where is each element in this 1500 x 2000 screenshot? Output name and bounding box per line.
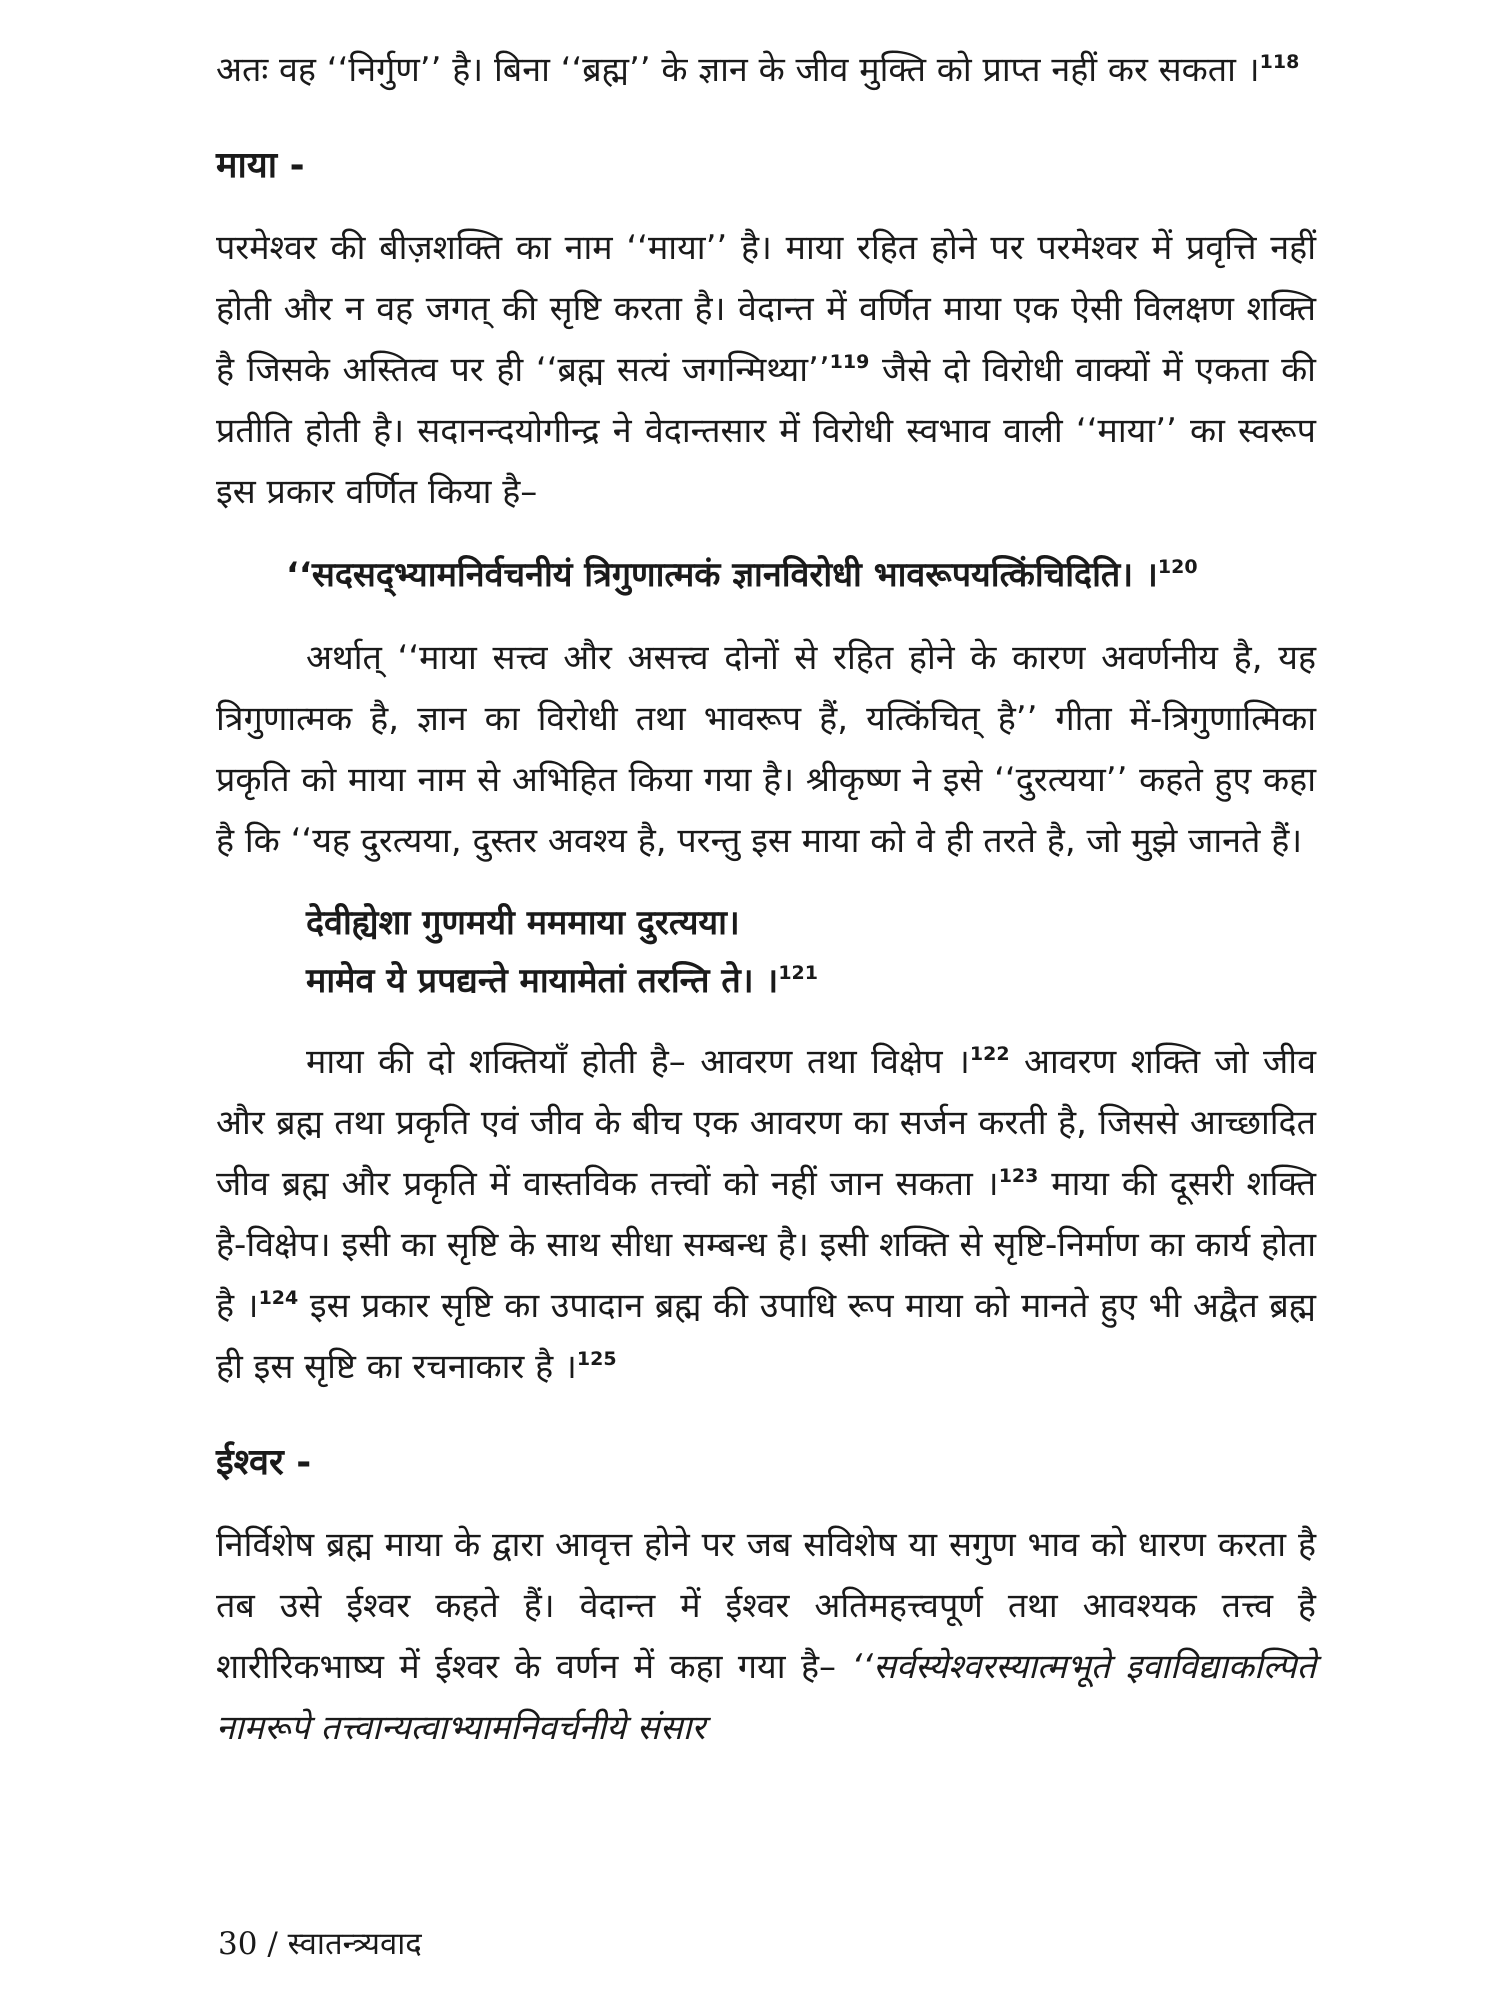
footnote-ref: 123	[998, 1165, 1039, 1187]
footnote-ref: 118	[1259, 51, 1300, 73]
paragraph-text: जैसे दो विरोधी वाक्यों में एकता की प्रतीति होती है। सदानन्दयोगीन्द्र ने वेदान्तसार में विरोधी स्वभाव वाली ‘‘माया’’ का स्वरूप इस प्रकार वर्णित किया है–	[216, 350, 1316, 512]
footnote-ref: 119	[829, 351, 870, 373]
section-heading-ishvara: ईश्वर -	[216, 1442, 312, 1483]
footnote-ref: 120	[1157, 556, 1198, 578]
footnote-ref: 124	[258, 1287, 299, 1309]
gita-verse	[216, 894, 1316, 1010]
verse-line-2	[306, 952, 1316, 1010]
paragraph-maya-definition	[216, 218, 1316, 523]
paragraph-maya-explanation: अर्थात् ‘‘माया सत्त्व और असत्त्व दोनों से रहित होने के कारण अवर्णनीय है, यह त्रिगुणात्मक है, ज्ञान का विरोधी तथा भावरूप हैं, यत्किंचित् है’’ गीता में-त्रिगुणात्मिका प्रकृति को माया नाम से अभिहित किया गया है। श्रीकृष्ण ने इसे ‘‘दुरत्यया’’ कहते हुए कहा है कि ‘‘यह दुरत्यया, दुस्तर अवश्य है, परन्तु इस माया को वे ही तरते है, जो मुझे जानते हैं।	[216, 638, 1316, 861]
verse-text: मामेव ये प्रपद्यन्ते मायामेतां तरन्ति ते। ।	[306, 961, 779, 1001]
footnote-ref: 121	[778, 962, 818, 984]
paragraph-text: परमेश्वर की बीज़शक्ति का नाम ‘‘माया’’ है। माया रहित होने पर परमेश्वर में प्रवृत्ति नहीं होती और न वह जगत् की सृष्टि करता है। वेदान्त में वर्णित माया एक ऐसी विलक्षण शक्ति है जिसके अस्तित्व पर ही ‘‘ब्रह्म सत्यं जगन्मिथ्या’’	[216, 228, 1316, 390]
paragraph-text: निर्विशेष ब्रह्म माया के द्वारा आवृत्त होने पर जब सविशेष या सगुण भाव को धारण करता है तब उसे ईश्वर कहते हैं। वेदान्त में ईश्वर अतिमहत्त्वपूर्ण तथा आवश्यक तत्त्व है शारीरिकभाष्य में ईश्वर के वर्णन में कहा गया है–	[216, 1525, 1316, 1687]
section-heading-maya: माया -	[216, 145, 305, 186]
paragraph-text: आवरण शक्ति जो जीव और ब्रह्म तथा प्रकृति एवं जीव के बीच एक आवरण का सर्जन करती है, जिससे आच्छादित जीव ब्रह्म और प्रकृति में वास्तविक तत्त्वों को नहीं जान सकता ।	[216, 1042, 1316, 1204]
book-title: स्वातन्त्र्यवाद	[287, 1926, 422, 1962]
paragraph-text: माया की दूसरी शक्ति है-विक्षेप। इसी का सृष्टि के साथ सीधा सम्बन्ध है। इसी शक्ति से सृष्टि-निर्माण का कार्य होता है ।	[216, 1164, 1316, 1326]
paragraph-maya-powers	[216, 1032, 1316, 1398]
page-body	[216, 40, 1316, 1759]
footnote-ref: 125	[576, 1348, 617, 1370]
paragraph-text: अतः वह ‘‘निर्गुण’’ है। बिना ‘‘ब्रह्म’’ के ज्ञान के जीव मुक्ति को प्राप्त नहीं कर सकता ।	[216, 50, 1260, 90]
page-footer	[218, 1922, 422, 1964]
paragraph-brahma-conclusion	[216, 40, 1316, 101]
italic-quote: ‘‘सर्वस्येश्वरस्यात्मभूते इवाविद्याकल्पिते नामरूपे तत्त्वान्यत्वाभ्यामनिवर्चनीये संसार	[216, 1647, 1316, 1748]
verse-line-1: देवीह्येशा गुणमयी मममाया दुरत्यया।	[306, 903, 740, 943]
footer-separator: /	[267, 1926, 278, 1962]
sanskrit-quote	[216, 545, 1316, 606]
paragraph-text: इस प्रकार सृष्टि का उपादान ब्रह्म की उपाधि रूप माया को मानते हुए भी अद्वैत ब्रह्म ही इस सृष्टि का रचनाकार है ।	[216, 1286, 1317, 1387]
footnote-ref: 122	[969, 1043, 1010, 1065]
quote-text: ‘‘सदसद्भ्यामनिर्वचनीयं त्रिगुणात्मकं ज्ञानविरोधी भावरूपयत्किंचिदिति। ।	[286, 555, 1158, 595]
paragraph-ishvara	[216, 1515, 1316, 1759]
page-number: 30	[218, 1926, 258, 1962]
paragraph-text: माया की दो शक्तियाँ होती है– आवरण तथा विक्षेप ।	[306, 1042, 970, 1082]
